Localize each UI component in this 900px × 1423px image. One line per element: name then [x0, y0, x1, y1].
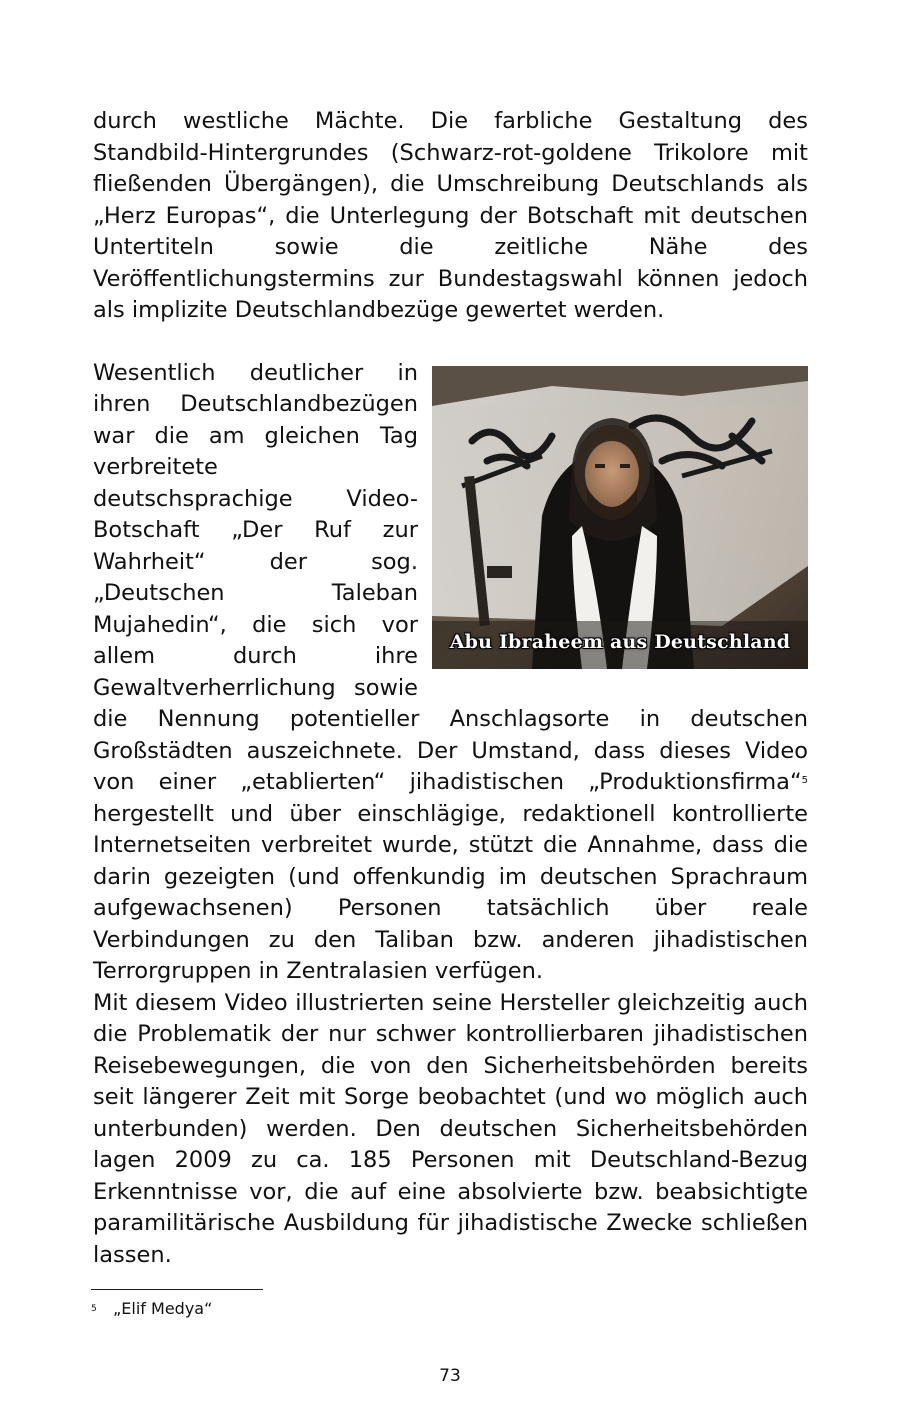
- paragraph-1: durch westliche Mächte. Die farbliche Gestaltung des Standbild-Hintergrundes (Schwarz-rot-goldene Trikolore mit fließenden Übergängen), die Umschreibung Deutschlands als „Herz Europas“, die Unterlegung der Botschaft mit deutschen Untertiteln sowie die zeitliche Nähe des Veröffentlichungstermins zur Bundestagswahl können jedoch als implizite Deutschlandbezüge gewertet werden.: [93, 108, 808, 323]
- paragraph-2-text-continued: hergestellt und über einschlägige, redaktionell kontrollierte Internetseiten verbreitet wurde, stützt die Annahme, dass die darin gezeigten (und offenkundig im deutschen Sprachraum aufgewachsenen) Personen tatsächlich über reale Verbindungen zu den Taliban bzw. anderen jihadistischen Terrorgruppen in Zentralasien verfügen.: [93, 800, 808, 984]
- footnote-reference: 5: [801, 775, 808, 786]
- footnote-divider: [91, 1289, 263, 1290]
- footnote-marker: 5: [91, 1304, 97, 1314]
- paragraph-2-text: Wesentlich deutlicher in ihren Deutschlandbezügen war die am gleichen Tag verbreitete deutschsprachige Video-Botschaft „Der Ruf zur Wahrheit“ der sog. „Deutschen Taleban Mujahedin“, die sich vor allem durch ihre Gewaltverherrlichung sowie die Nennung potentieller Anschlagsorte in deutschen Großstädten auszeichnete. Der Umstand, dass dieses Video von einer „etablierten“ jihadistischen „Produktionsfirma“: [93, 359, 808, 795]
- footnote-text: „Elif Medya“: [113, 1299, 213, 1318]
- page-number: 73: [439, 1366, 461, 1386]
- video-still-illustration: [432, 366, 808, 669]
- video-still-image: [432, 366, 808, 669]
- page-body: [93, 106, 808, 1271]
- footnote: [91, 1298, 212, 1320]
- video-caption: Abu Ibraheem aus Deutschland: [449, 630, 791, 653]
- paragraph-3: Mit diesem Video illustrierten seine Hersteller gleichzeitig auch die Problematik der nur schwer kontrollierbaren jihadistischen Reisebewegungen, die von den Sicherheitsbehörden bereits seit längerer Zeit mit Sorge beobachtet (und wo möglich auch unterbunden) werden. Den deutschen Sicherheitsbehörden lagen 2009 zu ca. 185 Personen mit Deutschland-Bezug Erkenntnisse vor, die auf eine absolvierte bzw. beabsichtigte paramilitärische Ausbildung für jihadistische Zwecke schließen lassen.: [93, 989, 808, 1268]
